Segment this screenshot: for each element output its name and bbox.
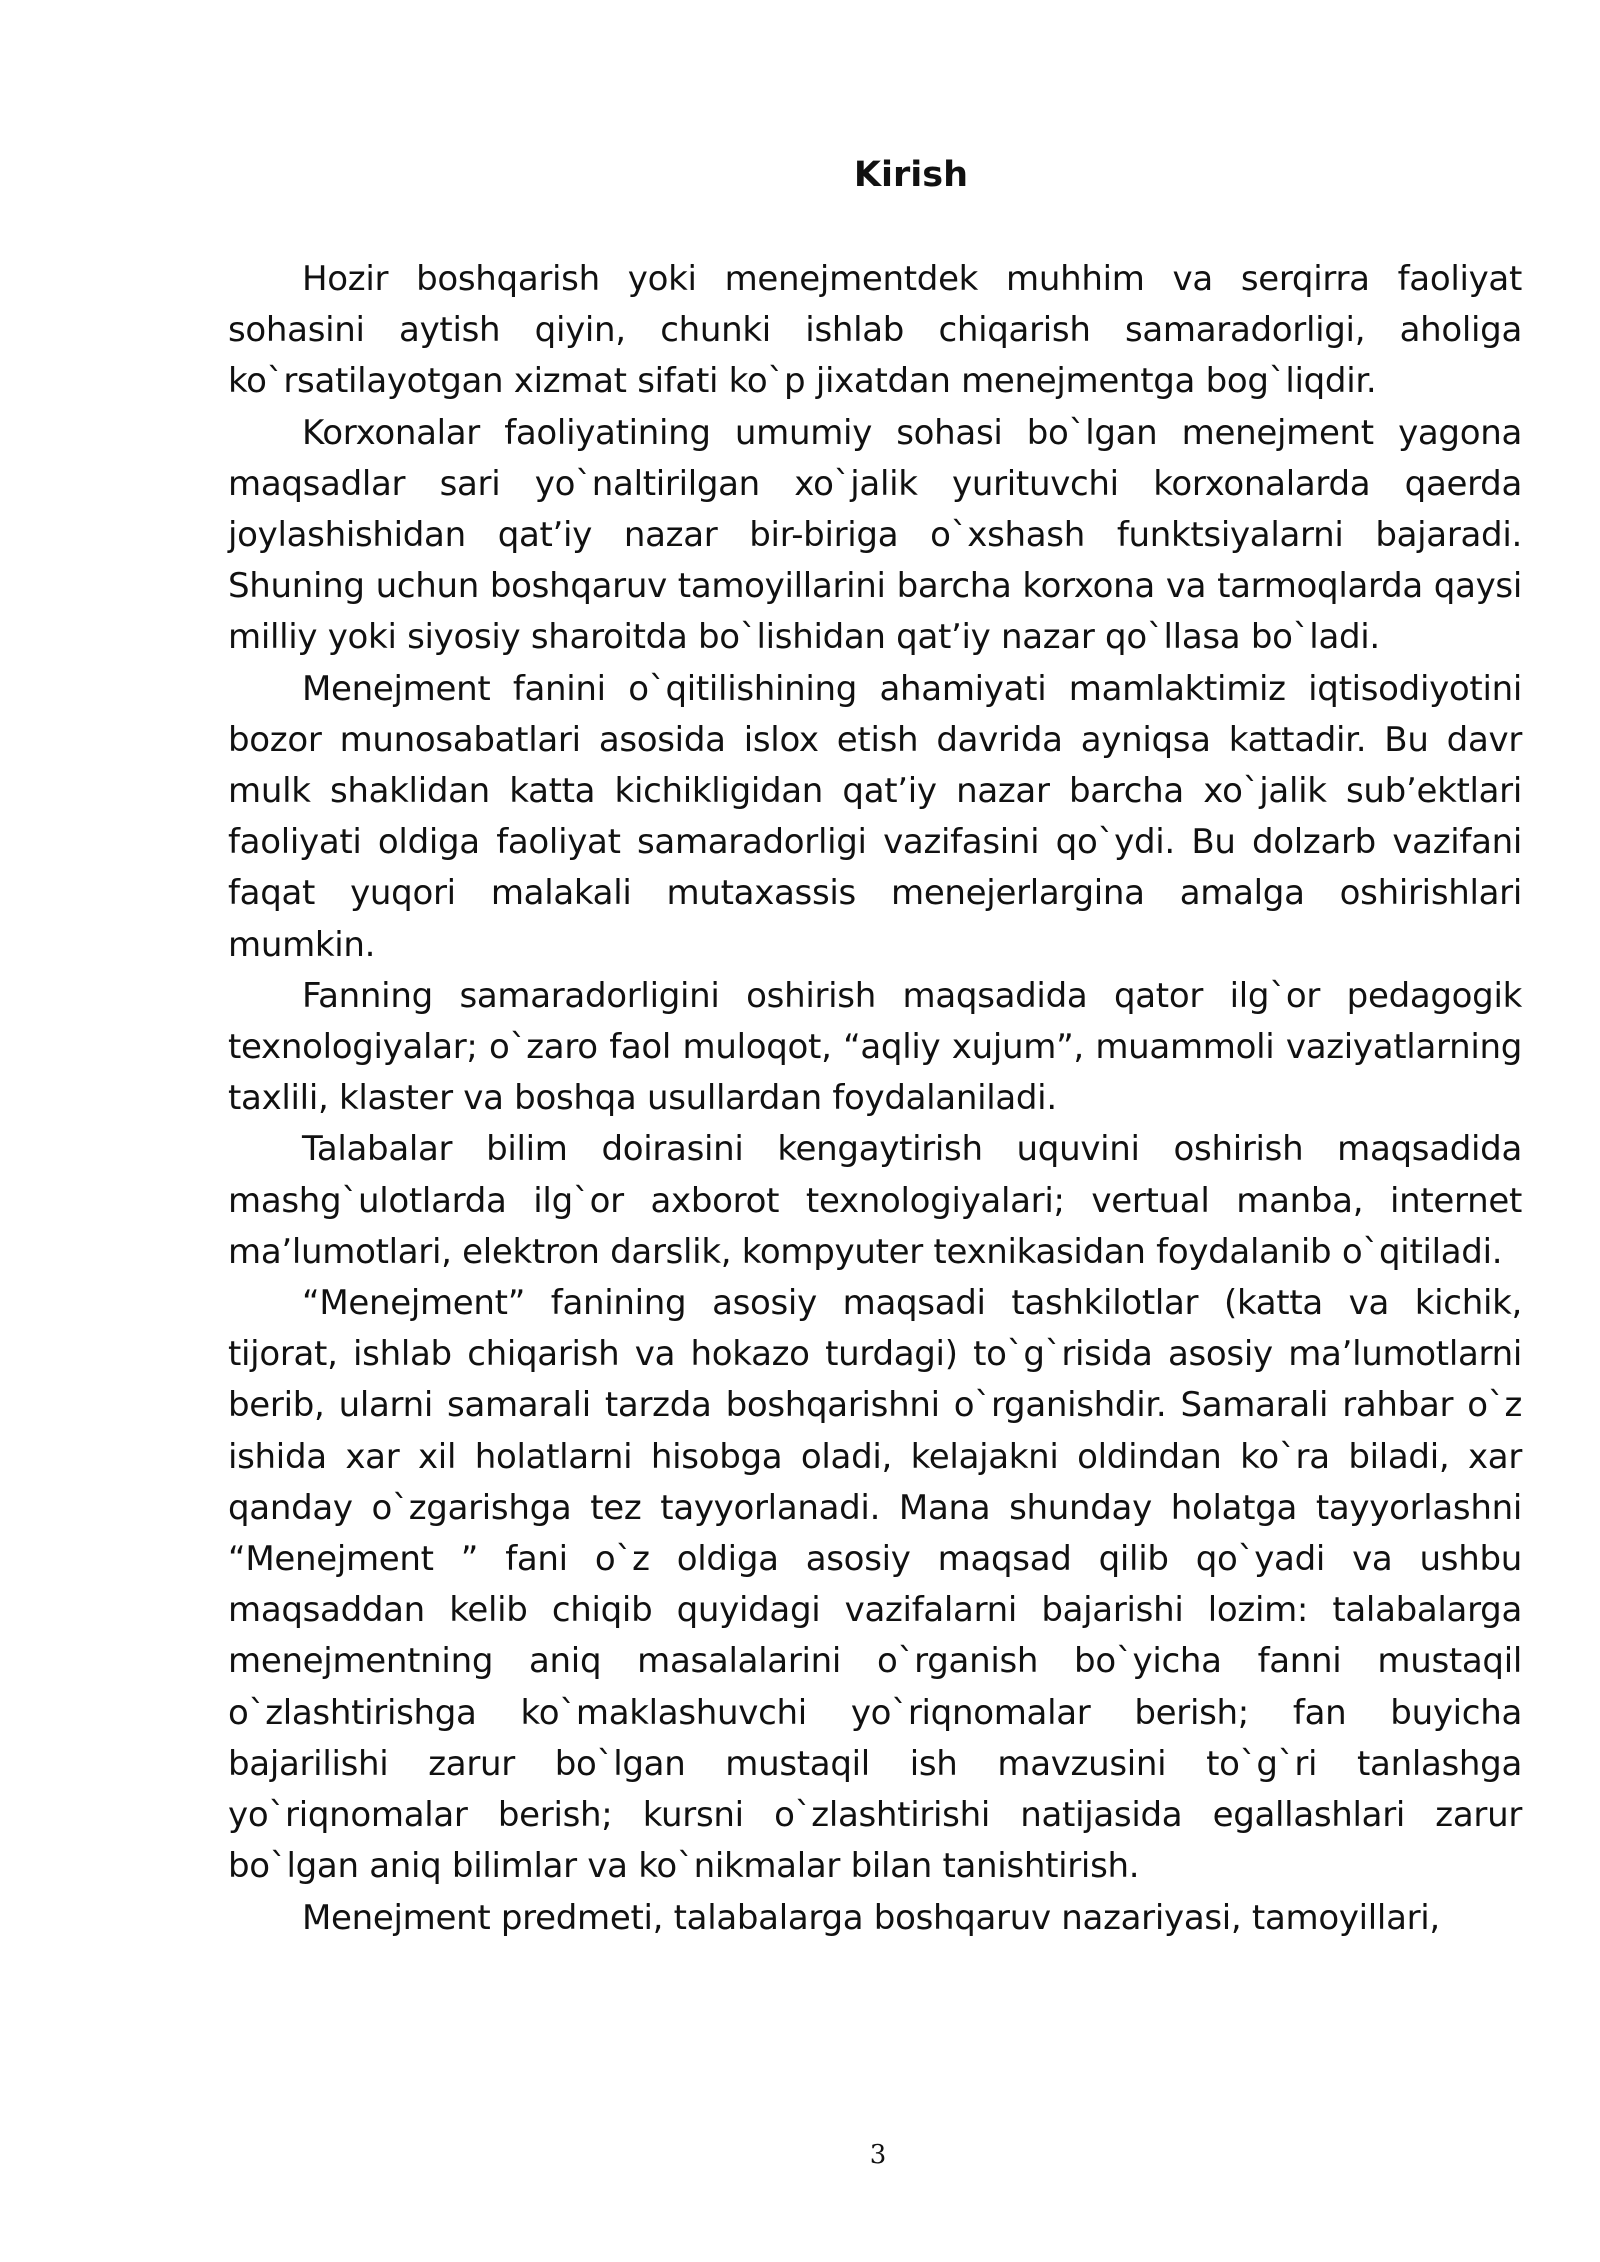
paragraph: Korxonalar faoliyatining umumiy sohasi bo`lgan menejment yagona maqsadlar sari yo`naltirilgan xo`jalik yurituvchi korxonalarda qaerda joylashishidan qat’iy nazar bir-biriga o`xshash funktsiyalarni bajaradi. Shuning uchun boshqaruv tamoyillarini barcha korxona va tarmoqlarda qaysi milliy yoki siyosiy sharoitda bo`lishidan qat’iy nazar qo`llasa bo`ladi. xyxy=(228,412,1522,658)
paragraph: Hozir boshqarish yoki menejmentdek muhhim va serqirra faoliyat sohasini aytish qiyin, chunki ishlab chiqarish samaradorligi, aholiga ko`rsatilayotgan xizmat sifati ko`p jixatdan menejmentga bog`liqdir. xyxy=(228,259,1522,402)
paragraph: “Menejment” fanining asosiy maqsadi tashkilotlar (katta va kichik, tijorat, ishlab chiqarish va hokazo turdagi) to`g`risida asosiy ma’lumotlarni berib, ularni samarali tarzda boshqarishni o`rganishdir. Samarali rahbar o`z ishida xar xil holatlarni hisobga oladi, kelajakni oldindan ko`ra biladi, xar qanday o`zgarishga tez tayyorlanadi. Mana shunday holatga tayyorlashni “Menejment ” fani o`z oldiga asosiy maqsad qilib qo`yadi va ushbu maqsaddan kelib chiqib quyidagi vazifalarni bajarishi lozim: talabalarga menejmentning aniq masalalarini o`rganish bo`yicha fanni mustaqil o`zlashtirishga ko`maklashuvchi yo`riqnomalar berish; fan buyicha bajarilishi zarur bo`lgan mustaqil ish mavzusini to`g`ri tanlashga yo`riqnomalar berish; kursni o`zlashtirishi natijasida egallashlari zarur bo`lgan aniq bilimlar va ko`nikmalar bilan tanishtirish. xyxy=(228,1283,1522,1887)
body-text xyxy=(228,254,1522,1944)
page-number: 3 xyxy=(869,2140,887,2170)
title-container xyxy=(228,150,1594,200)
paragraph: Talabalar bilim doirasini kengaytirish uquvini oshirish maqsadida mashg`ulotlarda ilg`or axborot texnologiyalari; vertual manba, internet ma’lumotlari, elektron darslik, kompyuter texnikasidan foydalanib o`qitiladi. xyxy=(228,1129,1522,1272)
paragraph: Fanning samaradorligini oshirish maqsadida qator ilg`or pedagogik texnologiyalar; o`zaro faol muloqot, “aqliy xujum”, muammoli vaziyatlarning taxlili, klaster va boshqa usullardan foydalaniladi. xyxy=(228,975,1522,1119)
paragraph: Menejment predmeti, talabalarga boshqaruv nazariyasi, tamoyillari, xyxy=(302,1897,1440,1938)
page-title: Kirish xyxy=(853,155,969,195)
paragraph: Menejment fanini o`qitilishining ahamiyati mamlaktimiz iqtisodiyotini bozor munosabatlari asosida islox etish davrida ayniqsa kattadir. Bu davr mulk shaklidan katta kichikligidan qat’iy nazar barcha xo`jalik sub’ektlari faoliyati oldiga faoliyat samaradorligi vazifasini qo`ydi. Bu dolzarb vazifani faqat yuqori malakali mutaxassis menejerlargina amalga oshirishlari mumkin. xyxy=(228,668,1522,965)
